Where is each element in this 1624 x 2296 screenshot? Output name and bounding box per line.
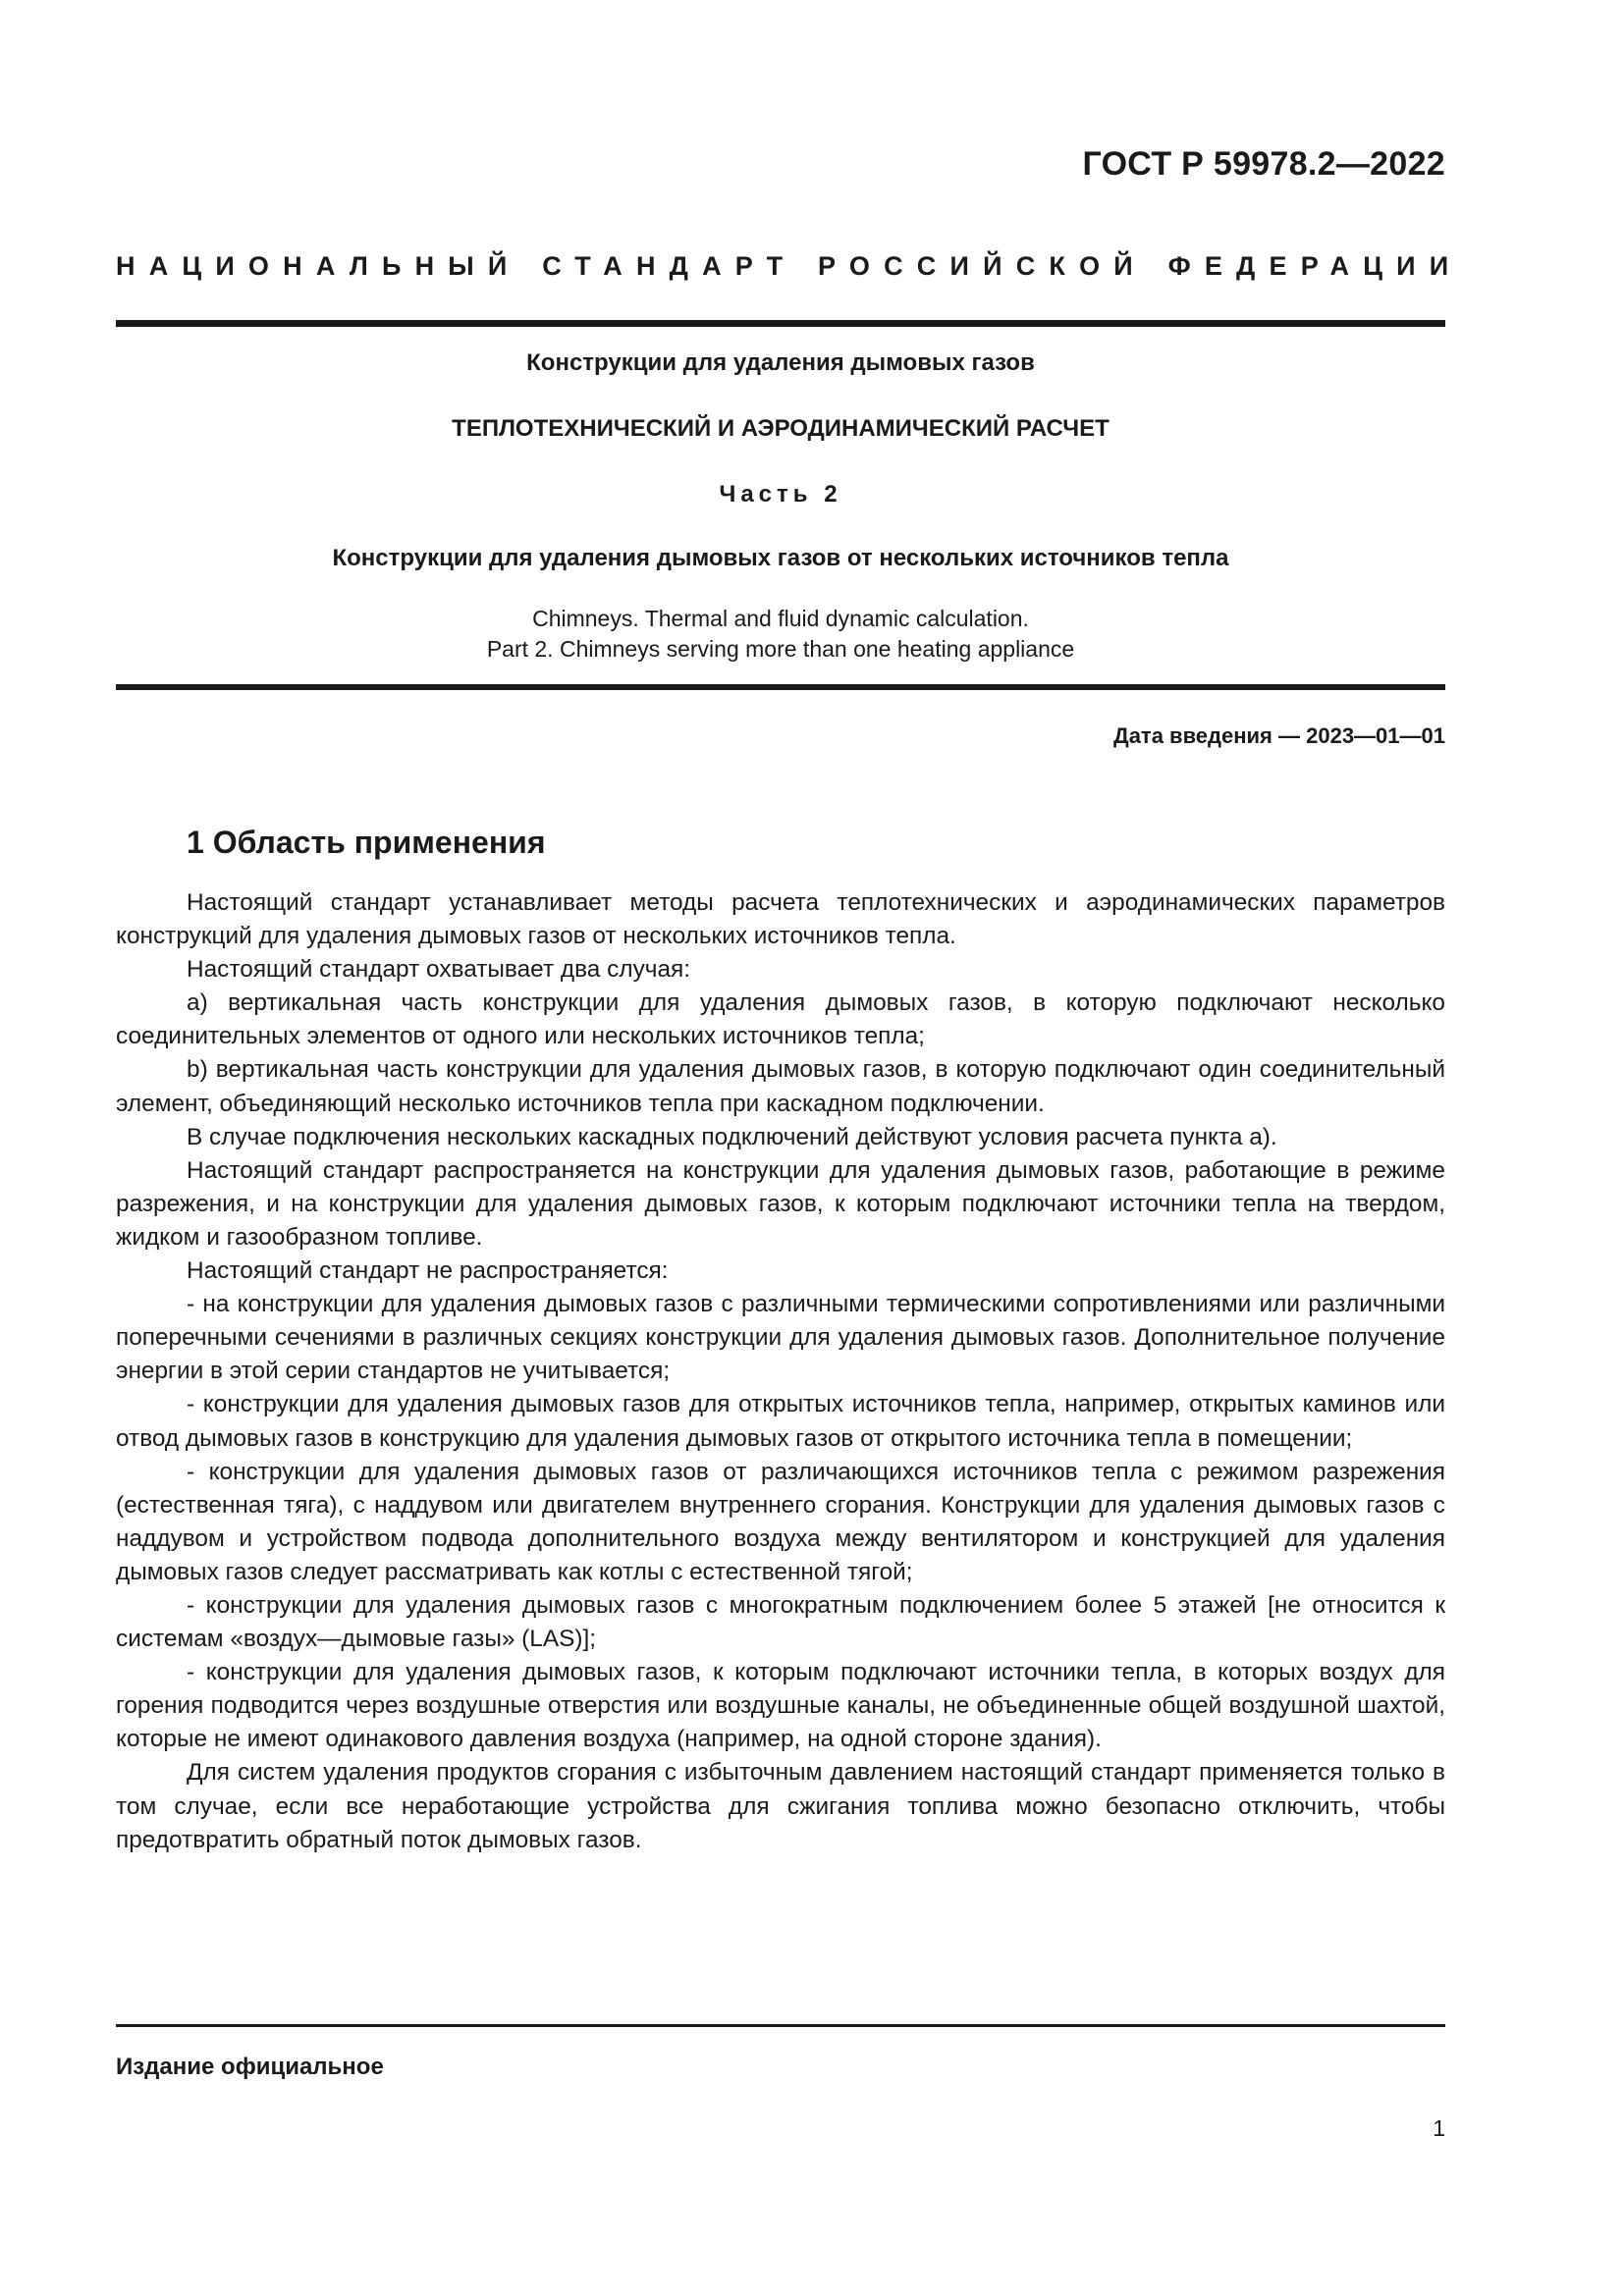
introduction-date: Дата введения — 2023—01—01: [1113, 723, 1445, 748]
paragraph: В случае подключения нескольких каскадных подключений действуют условия расчета пункта а).: [187, 1123, 1277, 1150]
paragraph: b) вертикальная часть конструкции для удаления дымовых газов, в которую подключают один соединительный элемент, объединяющий несколько источников тепла при каскадном подключении.: [116, 1056, 1445, 1117]
title-part: Часть 2: [719, 481, 842, 507]
paragraph: а) вертикальная часть конструкции для удаления дымовых газов, в которую подключают несколько соединительных элементов от одного или нескольких источников тепла;: [116, 989, 1445, 1050]
section-body: [116, 886, 1445, 1857]
top-divider: [116, 320, 1445, 327]
paragraph: Настоящий стандарт охватывает два случая:: [187, 956, 691, 984]
paragraph: - конструкции для удаления дымовых газов, к которым подключают источники тепла, в которых воздух для горения подводится через воздушные отверстия или воздушные каналы, не объединенные общей воздушной шахтой, которые не имеют одинакового давления воздуха (например, на одной стороне здания).: [116, 1659, 1445, 1753]
paragraph: - конструкции для удаления дымовых газов от различающихся источников тепла с режимом разрежения (естественная тяга), с наддувом или двигателем внутреннего сгорания. Конструкции для удаления дымовых газов с наддувом и устройством подвода дополнительного воздуха между вентилятором и конструкцией для удаления дымовых газов следует рассматривать как котлы с естественной тягой;: [116, 1458, 1445, 1585]
title-english-line-1: Chimneys. Thermal and fluid dynamic calculation.: [532, 606, 1029, 631]
paragraph: Настоящий стандарт распространяется на конструкции для удаления дымовых газов, работающие в режиме разрежения, и на конструкции для удаления дымовых газов, к которым подключают источники тепла на твердом, жидком и газообразном топливе.: [116, 1156, 1445, 1251]
paragraph: Настоящий стандарт устанавливает методы расчета теплотехнических и аэродинамических параметров конструкций для удаления дымовых газов от нескольких источников тепла.: [116, 889, 1445, 950]
paragraph: Для систем удаления продуктов сгорания с избыточным давлением настоящий стандарт применяется только в том случае, если все неработающие устройства для сжигания топлива можно безопасно отключить, чтобы предотвратить обратный поток дымовых газов.: [116, 1759, 1445, 1853]
standard-number: ГОСТ Р 59978.2—2022: [1082, 145, 1445, 183]
title-part-name: Конструкции для удаления дымовых газов от нескольких источников тепла: [332, 545, 1229, 571]
paragraph: Настоящий стандарт не распространяется:: [187, 1257, 669, 1285]
paragraph: - конструкции для удаления дымовых газов для открытых источников тепла, например, открытых каминов или отвод дымовых газов в конструкцию для удаления дымовых газов от открытого источника тепла в помещении;: [116, 1391, 1445, 1452]
page-number: 1: [1433, 2115, 1445, 2141]
paragraph: - на конструкции для удаления дымовых газов с различными термическими сопротивлениями или различными поперечными сечениями в различных секциях конструкции для удаления дымовых газов. Дополнительное получение энергии в этой серии стандартов не учитывается;: [116, 1291, 1445, 1385]
edition-label: Издание официальное: [116, 2054, 384, 2080]
paragraph: - конструкции для удаления дымовых газов с многократным подключением более 5 этажей [не относится к системам «воздух—дымовые газы» (LAS)];: [116, 1591, 1445, 1653]
national-standard-header: НАЦИОНАЛЬНЫЙ СТАНДАРТ РОССИЙСКОЙ ФЕДЕРАЦИИ: [116, 251, 1463, 281]
middle-divider: [116, 684, 1445, 690]
title-subtitle: ТЕПЛОТЕХНИЧЕСКИЙ И АЭРОДИНАМИЧЕСКИЙ РАСЧЕТ: [452, 415, 1110, 442]
title-main: Конструкции для удаления дымовых газов: [526, 349, 1035, 376]
section-title: 1 Область применения: [187, 825, 546, 860]
bottom-divider: [116, 2024, 1445, 2027]
title-english-line-2: Part 2. Chimneys serving more than one heating appliance: [486, 636, 1075, 662]
